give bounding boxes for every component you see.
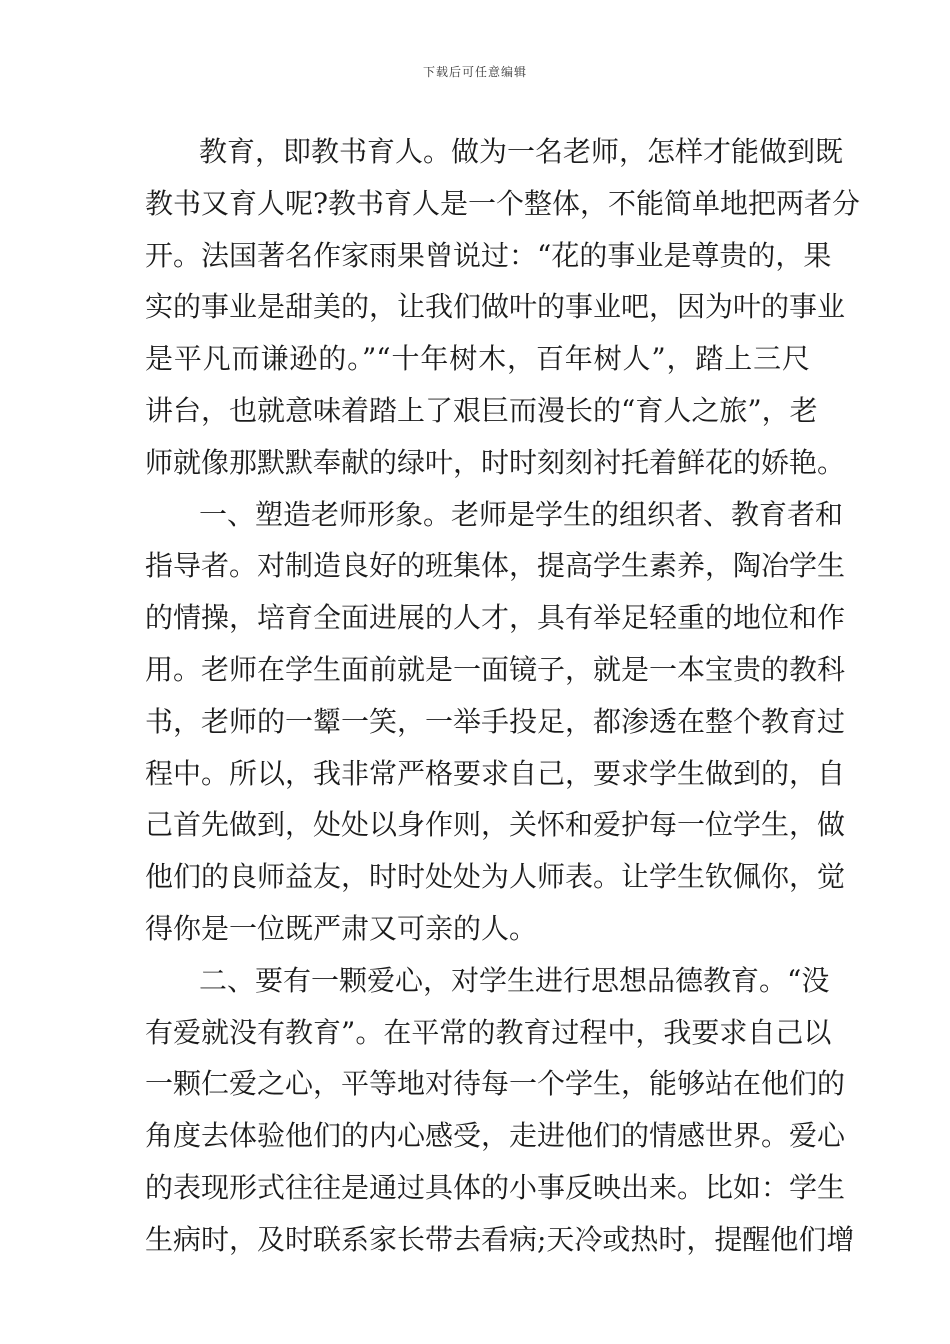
text-line: 讲台，也就意味着踏上了艰巨而漫长的“育人之旅”，老 — [145, 393, 818, 427]
text-line: 指导者。对制造良好的班集体，提高学生素养，陶冶学生 — [145, 549, 846, 583]
paragraph-introduction — [145, 126, 861, 489]
text-line: 他们的良师益友，时时处处为人师表。让学生钦佩你，觉 — [145, 860, 846, 894]
text-line: 书，老师的一颦一笑，一举手投足，都渗透在整个教育过 — [145, 704, 846, 738]
text-line: 角度去体验他们的内心感受，走进他们的情感世界。爱心 — [145, 1119, 846, 1153]
text-line: 是平凡而谦逊的。”“十年树木，百年树人”，踏上三尺 — [145, 342, 810, 376]
text-line: 己首先做到，处处以身作则，关怀和爱护每一位学生，做 — [145, 808, 846, 842]
text-line: 的表现形式往往是通过具体的小事反映出来。比如：学生 — [145, 1170, 846, 1204]
text-line: 二、要有一颗爱心，对学生进行思想品德教育。“没 — [199, 963, 830, 997]
text-line: 教书又育人呢?教书育人是一个整体，不能简单地把两者分 — [145, 186, 861, 220]
text-line: 一、塑造老师形象。老师是学生的组织者、教育者和 — [199, 497, 844, 531]
text-line: 用。老师在学生面前就是一面镜子，就是一本宝贵的教科 — [145, 652, 846, 686]
paragraph-caring-heart — [145, 955, 855, 1266]
text-line: 程中。所以，我非常严格要求自己，要求学生做到的，自 — [145, 756, 846, 790]
text-line: 一颗仁爱之心，平等地对待每一个学生，能够站在他们的 — [145, 1067, 846, 1101]
text-line: 教育，即教书育人。做为一名老师，怎样才能做到既 — [199, 135, 844, 168]
text-line: 有爱就没有教育”。在平常的教育过程中，我要求自己以 — [145, 1015, 832, 1049]
text-line: 实的事业是甜美的，让我们做叶的事业吧，因为叶的事业 — [145, 290, 846, 324]
text-line: 生病时，及时联系家长带去看病;天冷或热时，提醒他们增 — [145, 1222, 855, 1256]
paragraph-teacher-image — [145, 489, 846, 955]
text-line: 师就像那默默奉献的绿叶，时时刻刻衬托着鲜花的娇艳。 — [145, 445, 846, 479]
text-line: 的情操，培育全面进展的人才，具有举足轻重的地位和作 — [145, 601, 846, 635]
document-body — [145, 126, 861, 1266]
page-header-note: 下载后可任意编辑 — [422, 65, 527, 79]
text-line: 得你是一位既严肃又可亲的人。 — [145, 911, 538, 945]
text-line: 开。法国著名作家雨果曾说过：“花的事业是尊贵的，果 — [145, 238, 832, 272]
